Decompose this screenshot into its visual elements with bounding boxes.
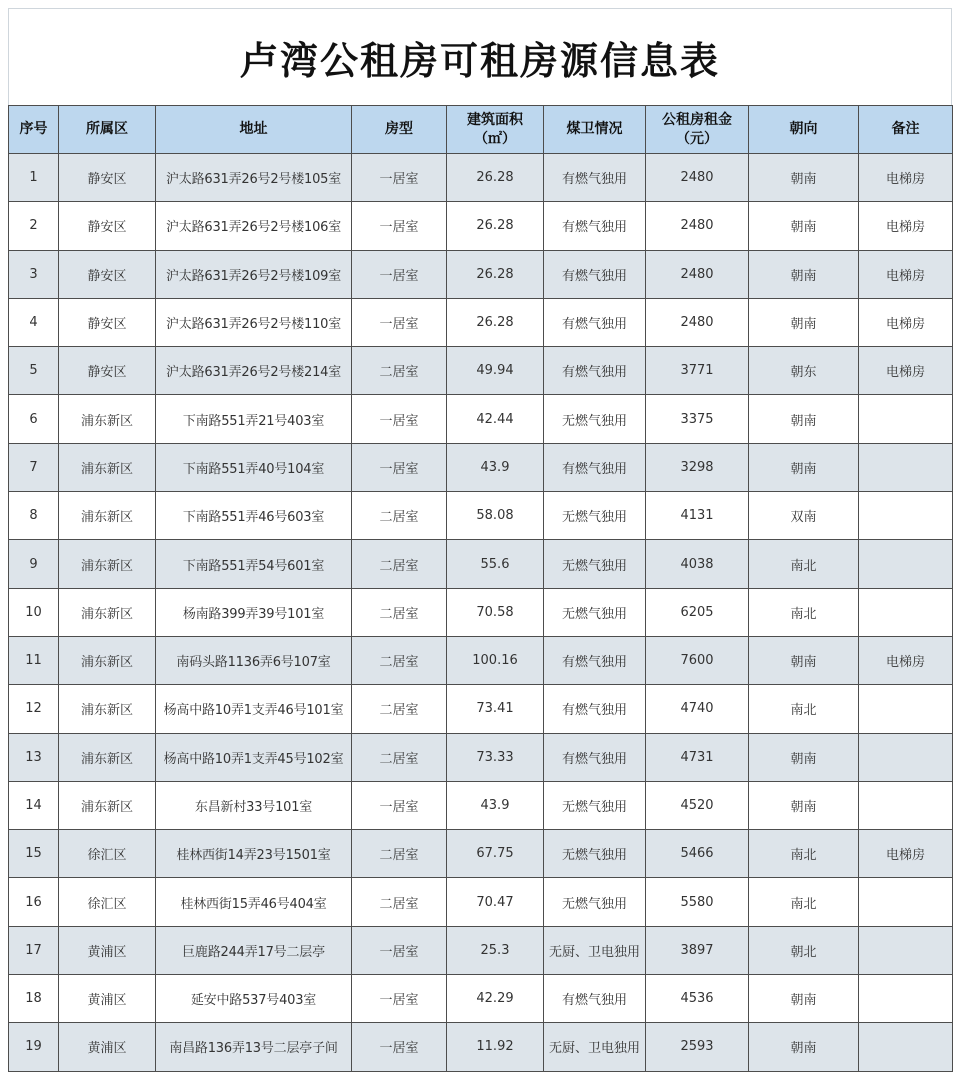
title-box xyxy=(8,8,952,105)
cell-utility: 无燃气独用 xyxy=(544,540,646,588)
table-row xyxy=(9,733,953,781)
cell-remark: 电梯房 xyxy=(859,250,953,298)
cell-index: 7 xyxy=(9,443,59,491)
header-area xyxy=(447,106,544,154)
cell-district: 黄浦区 xyxy=(59,1023,156,1071)
cell-layout: 二居室 xyxy=(352,636,447,684)
cell-orientation: 朝南 xyxy=(749,975,859,1023)
cell-index: 9 xyxy=(9,540,59,588)
cell-rent: 3298 xyxy=(646,443,749,491)
cell-utility: 无燃气独用 xyxy=(544,588,646,636)
cell-orientation: 朝南 xyxy=(749,250,859,298)
cell-orientation: 南北 xyxy=(749,540,859,588)
cell-rent: 4740 xyxy=(646,685,749,733)
cell-orientation: 南北 xyxy=(749,588,859,636)
cell-rent: 4731 xyxy=(646,733,749,781)
cell-utility: 无燃气独用 xyxy=(544,781,646,829)
cell-remark xyxy=(859,975,953,1023)
table-row xyxy=(9,926,953,974)
cell-utility: 有燃气独用 xyxy=(544,443,646,491)
table-row xyxy=(9,395,953,443)
table-row xyxy=(9,250,953,298)
cell-orientation: 双南 xyxy=(749,492,859,540)
cell-utility: 有燃气独用 xyxy=(544,975,646,1023)
cell-address: 沪太路631弄26号2号楼106室 xyxy=(156,202,352,250)
cell-orientation: 朝南 xyxy=(749,395,859,443)
cell-orientation: 朝南 xyxy=(749,733,859,781)
cell-address: 巨鹿路244弄17号二层亭 xyxy=(156,926,352,974)
cell-layout: 一居室 xyxy=(352,443,447,491)
cell-address: 下南路551弄21号403室 xyxy=(156,395,352,443)
cell-area: 43.9 xyxy=(447,443,544,491)
header-rent-line2: （元） xyxy=(676,130,718,147)
header-rent-line1: 公租房租金 xyxy=(662,111,732,128)
cell-utility: 有燃气独用 xyxy=(544,298,646,346)
cell-district: 浦东新区 xyxy=(59,685,156,733)
cell-rent: 4520 xyxy=(646,781,749,829)
cell-index: 19 xyxy=(9,1023,59,1071)
cell-orientation: 朝南 xyxy=(749,202,859,250)
cell-district: 徐汇区 xyxy=(59,878,156,926)
header-utility: 煤卫情况 xyxy=(544,106,646,154)
cell-index: 18 xyxy=(9,975,59,1023)
cell-remark: 电梯房 xyxy=(859,347,953,395)
cell-orientation: 南北 xyxy=(749,878,859,926)
cell-area: 42.44 xyxy=(447,395,544,443)
cell-address: 杨高中路10弄1支弄45号102室 xyxy=(156,733,352,781)
cell-area: 11.92 xyxy=(447,1023,544,1071)
cell-district: 浦东新区 xyxy=(59,492,156,540)
cell-address: 沪太路631弄26号2号楼214室 xyxy=(156,347,352,395)
cell-district: 浦东新区 xyxy=(59,443,156,491)
cell-district: 静安区 xyxy=(59,202,156,250)
table-row xyxy=(9,540,953,588)
cell-remark xyxy=(859,781,953,829)
page-title: 卢湾公租房可租房源信息表 xyxy=(239,38,720,83)
cell-area: 26.28 xyxy=(447,154,544,202)
cell-utility: 有燃气独用 xyxy=(544,733,646,781)
cell-address: 下南路551弄46号603室 xyxy=(156,492,352,540)
cell-index: 8 xyxy=(9,492,59,540)
cell-district: 浦东新区 xyxy=(59,540,156,588)
cell-remark xyxy=(859,878,953,926)
table-row xyxy=(9,830,953,878)
cell-orientation: 朝南 xyxy=(749,781,859,829)
cell-address: 沪太路631弄26号2号楼109室 xyxy=(156,250,352,298)
cell-area: 25.3 xyxy=(447,926,544,974)
header-orientation: 朝向 xyxy=(749,106,859,154)
cell-index: 3 xyxy=(9,250,59,298)
table-row xyxy=(9,298,953,346)
cell-layout: 二居室 xyxy=(352,685,447,733)
cell-address: 杨高中路10弄1支弄46号101室 xyxy=(156,685,352,733)
cell-orientation: 朝南 xyxy=(749,636,859,684)
cell-orientation: 朝南 xyxy=(749,154,859,202)
cell-remark xyxy=(859,588,953,636)
cell-address: 下南路551弄40号104室 xyxy=(156,443,352,491)
header-index: 序号 xyxy=(9,106,59,154)
cell-index: 12 xyxy=(9,685,59,733)
cell-index: 1 xyxy=(9,154,59,202)
header-area-line2: （㎡） xyxy=(474,130,516,147)
cell-district: 浦东新区 xyxy=(59,733,156,781)
cell-utility: 有燃气独用 xyxy=(544,347,646,395)
cell-address: 杨南路399弄39号101室 xyxy=(156,588,352,636)
cell-district: 静安区 xyxy=(59,250,156,298)
cell-rent: 4038 xyxy=(646,540,749,588)
cell-index: 13 xyxy=(9,733,59,781)
cell-layout: 二居室 xyxy=(352,492,447,540)
cell-address: 南码头路1136弄6号107室 xyxy=(156,636,352,684)
cell-layout: 二居室 xyxy=(352,733,447,781)
cell-area: 49.94 xyxy=(447,347,544,395)
cell-remark: 电梯房 xyxy=(859,298,953,346)
cell-district: 黄浦区 xyxy=(59,926,156,974)
cell-area: 26.28 xyxy=(447,250,544,298)
table-row xyxy=(9,154,953,202)
cell-area: 73.41 xyxy=(447,685,544,733)
cell-remark xyxy=(859,492,953,540)
cell-orientation: 朝南 xyxy=(749,443,859,491)
cell-district: 静安区 xyxy=(59,298,156,346)
cell-index: 5 xyxy=(9,347,59,395)
table-row xyxy=(9,685,953,733)
cell-layout: 一居室 xyxy=(352,781,447,829)
header-remark: 备注 xyxy=(859,106,953,154)
cell-utility: 有燃气独用 xyxy=(544,685,646,733)
table-row xyxy=(9,443,953,491)
cell-remark xyxy=(859,540,953,588)
cell-area: 42.29 xyxy=(447,975,544,1023)
cell-remark xyxy=(859,685,953,733)
cell-area: 70.58 xyxy=(447,588,544,636)
cell-district: 黄浦区 xyxy=(59,975,156,1023)
cell-layout: 二居室 xyxy=(352,588,447,636)
table-row xyxy=(9,636,953,684)
cell-rent: 4131 xyxy=(646,492,749,540)
cell-district: 静安区 xyxy=(59,154,156,202)
cell-remark: 电梯房 xyxy=(859,830,953,878)
cell-rent: 6205 xyxy=(646,588,749,636)
cell-rent: 5466 xyxy=(646,830,749,878)
table-row xyxy=(9,878,953,926)
cell-index: 6 xyxy=(9,395,59,443)
header-district: 所属区 xyxy=(59,106,156,154)
table-row xyxy=(9,1023,953,1071)
cell-orientation: 南北 xyxy=(749,685,859,733)
cell-layout: 一居室 xyxy=(352,1023,447,1071)
cell-utility: 无厨、卫电独用 xyxy=(544,926,646,974)
cell-rent: 3375 xyxy=(646,395,749,443)
cell-rent: 2480 xyxy=(646,298,749,346)
cell-address: 沪太路631弄26号2号楼105室 xyxy=(156,154,352,202)
cell-orientation: 朝北 xyxy=(749,926,859,974)
header-address: 地址 xyxy=(156,106,352,154)
cell-utility: 有燃气独用 xyxy=(544,636,646,684)
cell-district: 浦东新区 xyxy=(59,781,156,829)
cell-index: 17 xyxy=(9,926,59,974)
cell-index: 2 xyxy=(9,202,59,250)
cell-index: 14 xyxy=(9,781,59,829)
cell-utility: 无燃气独用 xyxy=(544,492,646,540)
cell-address: 桂林西街14弄23号1501室 xyxy=(156,830,352,878)
cell-district: 浦东新区 xyxy=(59,395,156,443)
cell-address: 沪太路631弄26号2号楼110室 xyxy=(156,298,352,346)
cell-layout: 一居室 xyxy=(352,202,447,250)
cell-orientation: 朝东 xyxy=(749,347,859,395)
cell-utility: 有燃气独用 xyxy=(544,202,646,250)
cell-layout: 二居室 xyxy=(352,540,447,588)
cell-area: 67.75 xyxy=(447,830,544,878)
cell-remark xyxy=(859,443,953,491)
cell-remark xyxy=(859,1023,953,1071)
cell-area: 26.28 xyxy=(447,298,544,346)
cell-remark: 电梯房 xyxy=(859,636,953,684)
cell-orientation: 南北 xyxy=(749,830,859,878)
header-row xyxy=(9,106,953,154)
cell-district: 浦东新区 xyxy=(59,588,156,636)
cell-utility: 无厨、卫电独用 xyxy=(544,1023,646,1071)
cell-layout: 一居室 xyxy=(352,154,447,202)
housing-table xyxy=(8,105,953,1072)
cell-layout: 一居室 xyxy=(352,298,447,346)
cell-area: 73.33 xyxy=(447,733,544,781)
cell-rent: 4536 xyxy=(646,975,749,1023)
cell-orientation: 朝南 xyxy=(749,298,859,346)
cell-utility: 无燃气独用 xyxy=(544,395,646,443)
cell-remark: 电梯房 xyxy=(859,202,953,250)
cell-orientation: 朝南 xyxy=(749,1023,859,1071)
cell-index: 11 xyxy=(9,636,59,684)
table-header xyxy=(9,106,953,154)
cell-rent: 3771 xyxy=(646,347,749,395)
table-row xyxy=(9,975,953,1023)
cell-rent: 2480 xyxy=(646,154,749,202)
cell-district: 徐汇区 xyxy=(59,830,156,878)
cell-utility: 无燃气独用 xyxy=(544,830,646,878)
cell-district: 静安区 xyxy=(59,347,156,395)
header-rent xyxy=(646,106,749,154)
cell-index: 16 xyxy=(9,878,59,926)
table-row xyxy=(9,588,953,636)
cell-area: 26.28 xyxy=(447,202,544,250)
cell-remark: 电梯房 xyxy=(859,154,953,202)
cell-utility: 有燃气独用 xyxy=(544,250,646,298)
table-row xyxy=(9,492,953,540)
cell-layout: 一居室 xyxy=(352,250,447,298)
table-body xyxy=(9,154,953,1072)
cell-layout: 二居室 xyxy=(352,878,447,926)
cell-remark xyxy=(859,733,953,781)
cell-layout: 二居室 xyxy=(352,830,447,878)
cell-rent: 5580 xyxy=(646,878,749,926)
cell-index: 15 xyxy=(9,830,59,878)
cell-layout: 二居室 xyxy=(352,347,447,395)
cell-index: 4 xyxy=(9,298,59,346)
cell-remark xyxy=(859,926,953,974)
cell-address: 延安中路537号403室 xyxy=(156,975,352,1023)
header-area-line1: 建筑面积 xyxy=(467,111,523,128)
cell-area: 100.16 xyxy=(447,636,544,684)
cell-address: 下南路551弄54号601室 xyxy=(156,540,352,588)
cell-rent: 2480 xyxy=(646,250,749,298)
cell-layout: 一居室 xyxy=(352,395,447,443)
table-row xyxy=(9,202,953,250)
table-row xyxy=(9,347,953,395)
cell-area: 55.6 xyxy=(447,540,544,588)
cell-layout: 一居室 xyxy=(352,926,447,974)
cell-address: 桂林西街15弄46号404室 xyxy=(156,878,352,926)
cell-utility: 无燃气独用 xyxy=(544,878,646,926)
header-layout: 房型 xyxy=(352,106,447,154)
cell-rent: 3897 xyxy=(646,926,749,974)
cell-layout: 一居室 xyxy=(352,975,447,1023)
cell-rent: 2480 xyxy=(646,202,749,250)
cell-remark xyxy=(859,395,953,443)
cell-address: 南昌路136弄13号二层亭子间 xyxy=(156,1023,352,1071)
cell-utility: 有燃气独用 xyxy=(544,154,646,202)
cell-area: 58.08 xyxy=(447,492,544,540)
cell-district: 浦东新区 xyxy=(59,636,156,684)
cell-address: 东昌新村33号101室 xyxy=(156,781,352,829)
cell-index: 10 xyxy=(9,588,59,636)
cell-rent: 7600 xyxy=(646,636,749,684)
cell-rent: 2593 xyxy=(646,1023,749,1071)
cell-area: 43.9 xyxy=(447,781,544,829)
cell-area: 70.47 xyxy=(447,878,544,926)
table-row xyxy=(9,781,953,829)
